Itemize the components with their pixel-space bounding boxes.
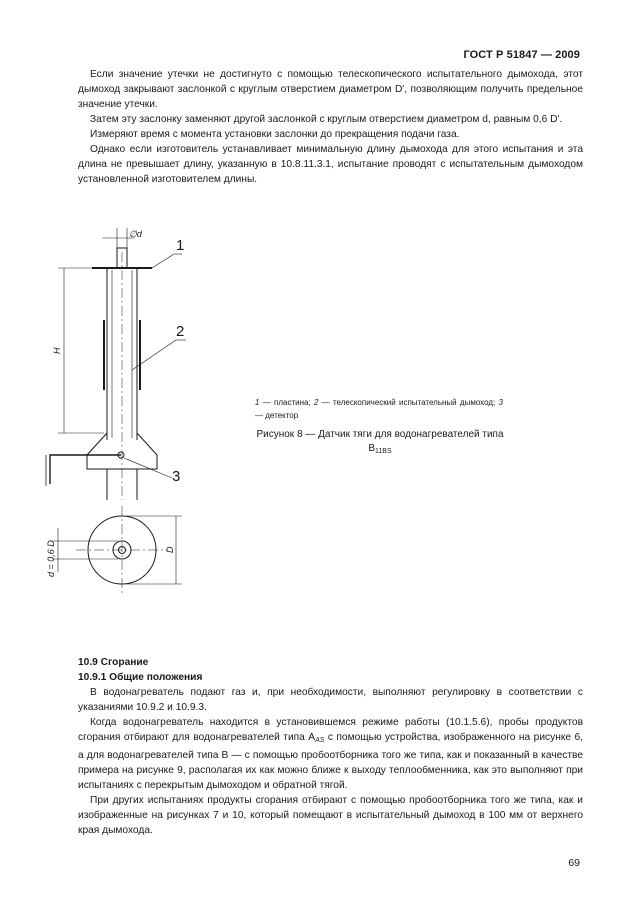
diameter-d-label: ∅d xyxy=(129,229,142,239)
callout-3: 3 xyxy=(172,468,181,485)
section-heading: 10.9 Сгорание xyxy=(78,657,149,668)
callout-1: 1 xyxy=(176,237,185,254)
page-number: 69 xyxy=(568,857,580,869)
dimension-d-formula: d = 0,6 D xyxy=(46,540,56,577)
paragraph: Однако если изготовитель устанавливает минимальную длину дымохода для этого испытания и эта длина не превышает длину, указанную в 10.8.11.3.1, испытание проводят с испытательным дымоходом установленной изготовителем длины. xyxy=(78,144,583,185)
paragraph: Когда водонагреватель находится в установившемся режиме работы (10.1.5.6), пробы продуктов сгорания отбирают для водонагревателей типа $A_{AS}$ с помощью устройства, изображенного на рисунке 6, а для водонагревателей типа B — с помощью пробоотборника того же типа, как и показанный в качестве примера на рисунке 9, располагая их как можно ближе к выходу теплообменника, как это выполняют при испытаниях с перекрытым дымоходом и обратной тягой. xyxy=(78,717,584,791)
paragraph: В водонагреватель подают газ и, при необходимости, выполняют регулировку в соответствии с указаниями 10.9.2 и 10.9.3. xyxy=(78,687,583,713)
dimension-D-label: D xyxy=(165,546,175,553)
subsection-heading: 10.9.1 Общие положения xyxy=(78,672,203,683)
figure-caption: Рисунок 8 — Датчик тяги для водонагревателей типа $B_{11BS}$ xyxy=(256,429,504,455)
figure-legend: 1 — пластина; 2 — телескопический испытательный дымоход; 3 — детектор xyxy=(255,398,503,420)
caption-subscript: 11BS xyxy=(375,448,392,455)
draft-sensor-drawing xyxy=(40,222,200,612)
callout-2: 2 xyxy=(176,323,185,340)
paragraph: Измеряют время с момента установки заслонки до прекращения подачи газа. xyxy=(90,129,460,140)
dimension-H-label: H xyxy=(52,347,62,354)
paragraph: Затем эту заслонку заменяют другой заслонкой с круглым отверстием диаметром d, равным 0,6 D'. xyxy=(90,114,563,125)
subscript-as: AS xyxy=(315,737,325,744)
paragraph: Если значение утечки не достигнуто с помощью телескопического испытательного дымохода, этот дымоход закрывают заслонкой с круглым отверстием диаметром D', позволяющим получить предельное значение утечки. xyxy=(78,69,583,110)
document-header: ГОСТ Р 51847 — 2009 xyxy=(463,49,580,61)
section-text-top xyxy=(78,67,583,187)
section-combustion xyxy=(78,655,583,838)
paragraph: При других испытаниях продукты сгорания отбирают с помощью пробоотборника того же типа, как и изображенные на рисунках 7 и 10, который помещают в испытательный дымоход в 100 мм от верхнего края дымохода. xyxy=(78,795,583,836)
